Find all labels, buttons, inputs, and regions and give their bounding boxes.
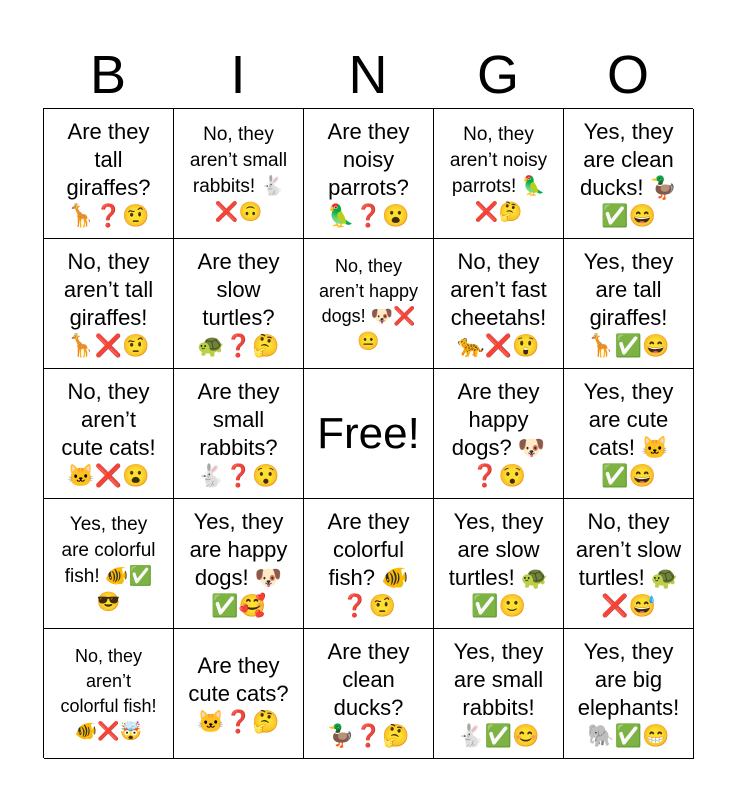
bingo-cell-text: No, they aren’t tall giraffes! 🦒❌🤨: [63, 248, 154, 358]
bingo-cell[interactable]: [44, 239, 174, 369]
bingo-cell-text: No, they aren’t cute cats! 🐱❌😮: [61, 378, 156, 488]
bingo-cell-text: Are they noisy parrots? 🦜❓😮: [327, 118, 410, 228]
bingo-cell[interactable]: [434, 109, 564, 239]
bingo-cell-text: Are they happy dogs? 🐶 ❓😯: [451, 378, 546, 488]
bingo-cell[interactable]: [174, 369, 304, 499]
bingo-cell-text: Are they slow turtles? 🐢❓🤔: [197, 248, 280, 358]
bingo-cell[interactable]: [564, 629, 694, 759]
bingo-cell[interactable]: [174, 239, 304, 369]
bingo-cell[interactable]: [304, 109, 434, 239]
header-letter-b: B: [89, 45, 127, 105]
bingo-cell[interactable]: [304, 629, 434, 759]
bingo-cell[interactable]: [174, 499, 304, 629]
bingo-cell-text: Are they colorful fish? 🐠 ❓🤨: [327, 508, 410, 618]
header-letter-i: I: [230, 45, 246, 105]
bingo-cell-text: No, they aren’t small rabbits! 🐇 ❌🙃: [189, 123, 288, 223]
bingo-grid: [43, 108, 693, 758]
bingo-cell[interactable]: [304, 239, 434, 369]
bingo-cell-text: No, they aren’t fast cheetahs! 🐆❌😲: [450, 248, 547, 358]
bingo-cell-text: No, they aren’t colorful fish! 🐠❌🤯: [60, 645, 157, 741]
bingo-cell-text: Are they cute cats? 🐱❓🤔: [188, 652, 289, 734]
bingo-header: [43, 44, 693, 106]
bingo-cell[interactable]: [434, 629, 564, 759]
bingo-cell[interactable]: [174, 109, 304, 239]
bingo-cell-text: No, they aren’t slow turtles! 🐢 ❌😅: [575, 508, 682, 618]
bingo-cell-text: Are they tall giraffes? 🦒❓🤨: [66, 118, 151, 228]
bingo-cell-text: No, they aren’t happy dogs! 🐶❌ 😐: [318, 255, 419, 351]
bingo-cell-text: Free!: [317, 408, 420, 458]
bingo-cell[interactable]: [564, 369, 694, 499]
header-letter-g: G: [476, 45, 519, 105]
bingo-cell[interactable]: [44, 629, 174, 759]
bingo-cell-text: Yes, they are tall giraffes! 🦒✅😄: [583, 248, 674, 358]
bingo-cell[interactable]: [304, 499, 434, 629]
bingo-cell-text: Yes, they are slow turtles! 🐢 ✅🙂: [448, 508, 549, 618]
bingo-cell[interactable]: [44, 109, 174, 239]
bingo-cell-text: Are they clean ducks? 🦆❓🤔: [327, 638, 410, 748]
bingo-cell[interactable]: [434, 499, 564, 629]
free-space-cell[interactable]: [304, 369, 434, 499]
header-letter-n: N: [348, 45, 388, 105]
bingo-cell-text: Yes, they are small rabbits! 🐇✅😊: [453, 638, 544, 748]
bingo-cell-text: Yes, they are cute cats! 🐱 ✅😄: [583, 378, 674, 488]
bingo-cell[interactable]: [434, 239, 564, 369]
bingo-cell[interactable]: [564, 499, 694, 629]
bingo-cell[interactable]: [564, 109, 694, 239]
bingo-cell-text: Are they small rabbits? 🐇❓😯: [197, 378, 280, 488]
bingo-cell-text: Yes, they are clean ducks! 🦆 ✅😄: [579, 118, 678, 228]
bingo-cell-text: Yes, they are big elephants! 🐘✅😁: [577, 638, 680, 748]
header-letter-o: O: [606, 45, 649, 105]
bingo-cell[interactable]: [564, 239, 694, 369]
bingo-cell-text: Yes, they are colorful fish! 🐠✅ 😎: [61, 513, 156, 613]
bingo-cell-text: Yes, they are happy dogs! 🐶 ✅🥰: [189, 508, 288, 618]
bingo-cell[interactable]: [44, 499, 174, 629]
bingo-cell[interactable]: [174, 629, 304, 759]
bingo-cell-text: No, they aren’t noisy parrots! 🦜 ❌🤔: [449, 123, 548, 223]
bingo-cell[interactable]: [434, 369, 564, 499]
bingo-cell[interactable]: [44, 369, 174, 499]
